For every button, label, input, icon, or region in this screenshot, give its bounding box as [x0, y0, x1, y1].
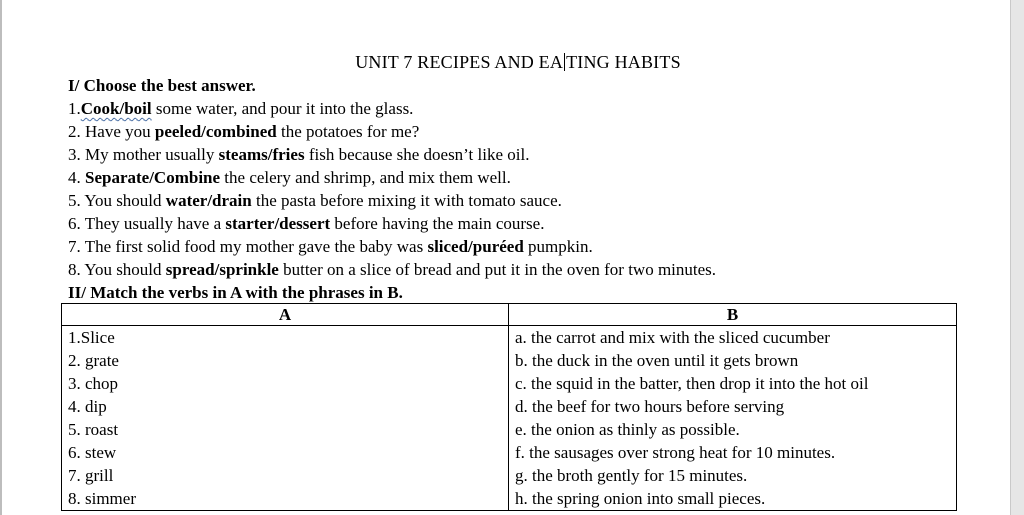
- column-b-cell: [509, 326, 957, 511]
- question-7: 7. The first solid food my mother gave the baby was sliced/puréed pumpkin.: [68, 237, 593, 256]
- column-a-cell: [62, 326, 509, 511]
- verb-item: 2. grate: [68, 351, 119, 370]
- answer-choice: Cook/boil: [80, 99, 152, 118]
- answer-choice: steams/fries: [218, 145, 305, 164]
- column-b-header: B: [509, 304, 957, 326]
- table-row: [62, 326, 957, 511]
- answer-choice: spread/sprinkle: [165, 260, 279, 279]
- window-left-border: [0, 0, 2, 515]
- verb-item: 5. roast: [68, 420, 119, 439]
- section2-heading: II/ Match the verbs in A with the phrases in B.: [68, 283, 403, 302]
- question-5: 5. You should water/drain the pasta before mixing it with tomato sauce.: [68, 191, 562, 210]
- question-1: 1.Cook/boil some water, and pour it into the glass.: [68, 99, 414, 118]
- phrase-item: g. the broth gently for 15 minutes.: [515, 466, 748, 485]
- phrase-item: d. the beef for two hours before serving: [515, 397, 785, 416]
- answer-choice: starter/dessert: [225, 214, 331, 233]
- question-4: 4. Separate/Combine the celery and shrimp, and mix them well.: [68, 168, 511, 187]
- document-title: UNIT 7 RECIPES AND EA TING HABITS: [355, 52, 681, 72]
- vertical-scrollbar[interactable]: [1010, 0, 1024, 515]
- text-cursor: [564, 53, 565, 71]
- verb-item: 6. stew: [68, 443, 117, 462]
- question-3: 3. My mother usually steams/fries fish because she doesn’t like oil.: [68, 145, 530, 164]
- column-a-header: A: [62, 304, 509, 326]
- question-2: 2. Have you peeled/combined the potatoes for me?: [68, 122, 420, 141]
- verb-item: 4. dip: [68, 397, 107, 416]
- table-header-row: [62, 304, 957, 326]
- phrase-item: a. the carrot and mix with the sliced cucumber: [515, 328, 830, 347]
- answer-choice: Separate/Combine: [85, 168, 221, 187]
- question-6: 6. They usually have a starter/dessert before having the main course.: [68, 214, 545, 233]
- answer-choice: peeled/combined: [154, 122, 277, 141]
- answer-choice: sliced/puréed: [427, 237, 524, 256]
- phrase-item: c. the squid in the batter, then drop it into the hot oil: [515, 374, 869, 393]
- phrase-item: b. the duck in the oven until it gets brown: [515, 351, 799, 370]
- phrase-item: h. the spring onion into small pieces.: [515, 489, 766, 508]
- question-8: 8. You should spread/sprinkle butter on a slice of bread and put it in the oven for two minutes.: [68, 260, 717, 279]
- phrase-item: f. the sausages over strong heat for 10 minutes.: [515, 443, 836, 462]
- phrase-item: e. the onion as thinly as possible.: [515, 420, 740, 439]
- matching-table: [61, 303, 957, 511]
- answer-choice: water/drain: [165, 191, 252, 210]
- verb-item: 8. simmer: [68, 489, 136, 508]
- verb-item: 3. chop: [68, 374, 119, 393]
- verb-item: 7. grill: [68, 466, 114, 485]
- verb-item: 1.Slice: [68, 328, 115, 347]
- section1-heading: I/ Choose the best answer.: [68, 76, 256, 95]
